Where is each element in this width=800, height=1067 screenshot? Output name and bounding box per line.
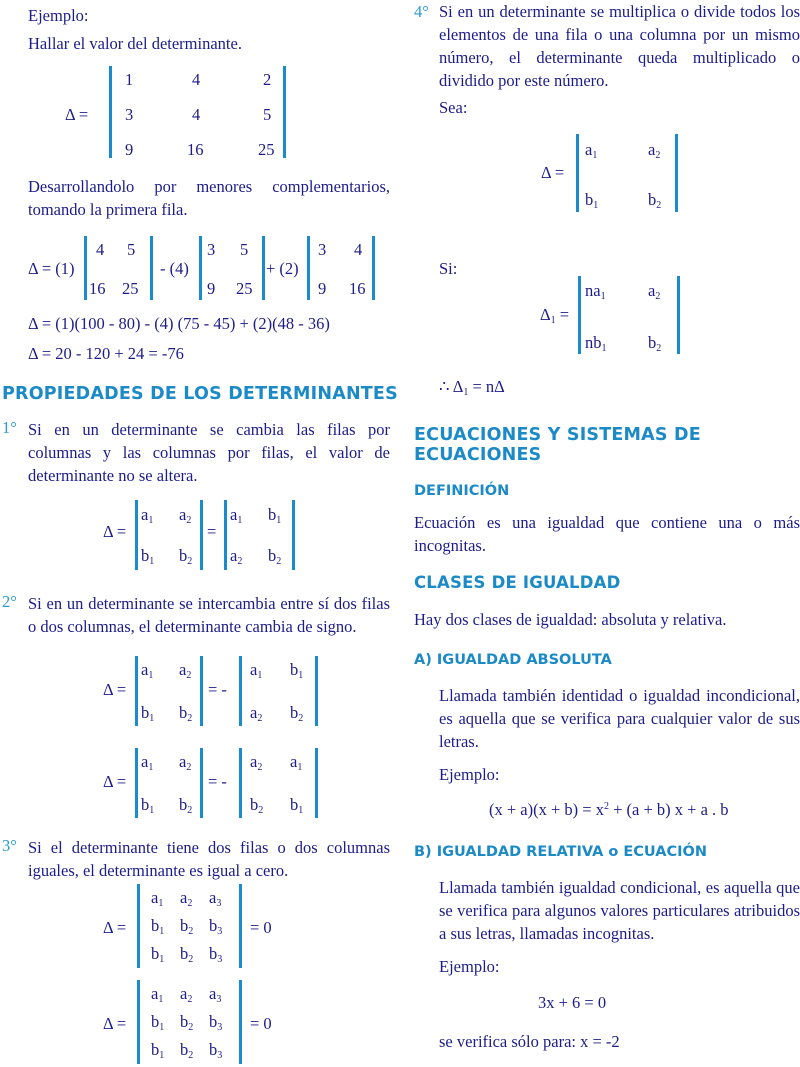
conclusion: ∴ $\Delta_1 = n\Delta$ bbox=[439, 377, 505, 398]
delta1-label: $\Delta_1$ = bbox=[540, 305, 570, 326]
cell: $b_3$ bbox=[209, 916, 223, 937]
cell: $b_3$ bbox=[209, 1012, 223, 1033]
heading-clases: CLASES DE IGUALDAD bbox=[414, 573, 621, 592]
equals: = bbox=[207, 522, 217, 541]
expansion-op2: - (4) bbox=[160, 259, 189, 278]
cell: $b_2$ bbox=[180, 944, 194, 965]
cell: 9 bbox=[207, 279, 216, 298]
cell: 16 bbox=[349, 279, 366, 298]
cell: 3 bbox=[207, 240, 216, 259]
cell: $a_2$ bbox=[250, 752, 263, 773]
cell: $a_2$ bbox=[179, 505, 192, 526]
cell: $b_1$ bbox=[151, 1040, 165, 1061]
identidad-formula: $(x + a)(x + b) = x^2 + (a + b) x + a$ . b bbox=[489, 800, 729, 819]
cell: 16 bbox=[187, 140, 204, 159]
delta-label: Δ = bbox=[103, 918, 127, 937]
cell: $b_3$ bbox=[209, 1040, 223, 1061]
ecuacion-formula: 3x + 6 = 0 bbox=[538, 993, 607, 1012]
ejemplo-relativa: Ejemplo: bbox=[439, 957, 500, 976]
equals-minus: = - bbox=[208, 680, 227, 699]
cell: $a_3$ bbox=[209, 984, 222, 1005]
heading-relativa: B) IGUALDAD RELATIVA o ECUACIÓN bbox=[414, 844, 707, 860]
cell: 3 bbox=[318, 240, 327, 259]
cell: 4 bbox=[354, 240, 363, 259]
clases-text: Hay dos clases de igualdad: absoluta y relativa. bbox=[414, 610, 727, 629]
cell: $b_1$ bbox=[141, 546, 155, 567]
cell: 4 bbox=[192, 70, 201, 89]
cell: 4 bbox=[192, 105, 201, 124]
cell: 4 bbox=[96, 240, 105, 259]
delta-label: Δ = bbox=[103, 522, 127, 541]
si-label: Si: bbox=[439, 259, 458, 278]
prop4-text: Si en un determinante se multiplica o divide todos los elementos de una fila o una columna por un mismo número, el determinante queda multiplicado o dividido por este número. bbox=[439, 2, 800, 90]
expansion-op3: + (2) bbox=[266, 259, 299, 278]
relativa-text: Llamada también igualdad condicional, es aquella que se verifica para algunos valores particulares atribuidos a sus letras, llamadas incognitas. bbox=[439, 878, 800, 943]
absoluta-text: Llamada también identidad o igualdad incondicional, es aquella que se verifica para cualquier valor de sus letras. bbox=[439, 686, 800, 751]
ejemplo-label: Ejemplo: bbox=[28, 6, 89, 25]
expansion-line2: Δ = (1)(100 - 80) - (4) (75 - 45) + (2)(48 - 36) bbox=[28, 314, 330, 333]
cell: $b_2$ bbox=[290, 703, 304, 724]
cell: $b_1$ bbox=[290, 660, 304, 681]
hallar-text: Hallar el valor del determinante. bbox=[28, 34, 242, 53]
cell: $a_1$ bbox=[250, 660, 263, 681]
sea-label: Sea: bbox=[439, 98, 468, 117]
desarrollo-text: Desarrollandolo por menores complementarios, tomando la primera fila. bbox=[28, 177, 390, 219]
cell: $b_2$ bbox=[250, 795, 264, 816]
definicion-text: Ecuación es una igualdad que contiene una o más incognitas. bbox=[414, 513, 800, 555]
delta-label: Δ = bbox=[541, 163, 565, 182]
prop1-text: Si en un determinante se cambia las filas por columnas y las columnas por filas, el valor de determinante no se altera. bbox=[28, 420, 390, 485]
cell: $b_2$ bbox=[648, 190, 662, 211]
cell: $b_2$ bbox=[179, 795, 193, 816]
cell: $a_1$ bbox=[151, 984, 164, 1005]
cell: $na_1$ bbox=[585, 281, 606, 302]
heading-ecuaciones: ECUACIONES Y SISTEMAS DE ECUACIONES bbox=[414, 425, 701, 465]
prop4-number: 4° bbox=[414, 2, 429, 21]
cell: $a_2$ bbox=[180, 984, 193, 1005]
cell: $b_1$ bbox=[585, 190, 599, 211]
cell: $a_1$ bbox=[141, 505, 154, 526]
cell: $b_3$ bbox=[209, 944, 223, 965]
cell: $a_1$ bbox=[290, 752, 303, 773]
cell: $b_1$ bbox=[151, 1012, 165, 1033]
cell: $nb_1$ bbox=[585, 333, 607, 354]
cell: 1 bbox=[125, 70, 134, 89]
cell: $b_2$ bbox=[179, 546, 193, 567]
cell: $a_3$ bbox=[209, 888, 222, 909]
delta-label: Δ = bbox=[103, 680, 127, 699]
cell: $b_2$ bbox=[180, 1012, 194, 1033]
cell: 9 bbox=[125, 140, 134, 159]
prop1-number: 1° bbox=[2, 418, 17, 437]
cell: $a_2$ bbox=[179, 752, 192, 773]
cell: 3 bbox=[125, 105, 134, 124]
cell: $a_1$ bbox=[141, 660, 154, 681]
cell: $a_1$ bbox=[151, 888, 164, 909]
cell: $a_2$ bbox=[230, 546, 243, 567]
cell: $b_2$ bbox=[268, 546, 282, 567]
verifica-text: se verifica sólo para: x = -2 bbox=[439, 1032, 620, 1051]
delta-label: Δ = bbox=[103, 772, 127, 791]
det-bar-right bbox=[283, 66, 286, 158]
equals-zero: = 0 bbox=[250, 1014, 272, 1033]
cell: $a_1$ bbox=[585, 140, 598, 161]
cell: $a_2$ bbox=[180, 888, 193, 909]
cell: $b_1$ bbox=[268, 505, 282, 526]
det-bar-left bbox=[109, 66, 112, 158]
cell: $b_2$ bbox=[180, 1040, 194, 1061]
prop3-number: 3° bbox=[2, 836, 17, 855]
cell: $a_2$ bbox=[648, 281, 661, 302]
prop2-text: Si en un determinante se intercambia entre sí dos filas o dos columnas, el determinante cambia de signo. bbox=[28, 594, 390, 636]
delta-label: Δ = bbox=[65, 105, 89, 124]
equals-minus: = - bbox=[208, 772, 227, 791]
cell: $b_1$ bbox=[151, 916, 165, 937]
cell: 9 bbox=[318, 279, 327, 298]
cell: 5 bbox=[127, 240, 136, 259]
cell: $b_2$ bbox=[179, 703, 193, 724]
cell: $b_2$ bbox=[180, 916, 194, 937]
cell: $b_1$ bbox=[141, 795, 155, 816]
cell: 16 bbox=[89, 279, 106, 298]
heading-definicion: DEFINICIÓN bbox=[414, 483, 510, 499]
cell: $b_1$ bbox=[290, 795, 304, 816]
cell: $b_1$ bbox=[151, 944, 165, 965]
ejemplo-absoluta: Ejemplo: bbox=[439, 765, 500, 784]
cell: $a_1$ bbox=[141, 752, 154, 773]
prop3-text: Si el determinante tiene dos filas o dos columnas iguales, el determinante es igual a cero. bbox=[28, 838, 390, 880]
expansion-lead: Δ = (1) bbox=[28, 259, 75, 278]
cell: 2 bbox=[263, 70, 272, 89]
heading-absoluta: A) IGUALDAD ABSOLUTA bbox=[414, 652, 612, 668]
cell: 25 bbox=[258, 140, 275, 159]
delta-label: Δ = bbox=[103, 1014, 127, 1033]
expansion-line3: Δ = 20 - 120 + 24 = -76 bbox=[28, 344, 184, 363]
cell: 5 bbox=[263, 105, 272, 124]
cell: 25 bbox=[122, 279, 139, 298]
heading-propiedades: PROPIEDADES DE LOS DETERMINANTES bbox=[2, 384, 398, 404]
cell: $a_1$ bbox=[230, 505, 243, 526]
cell: 5 bbox=[240, 240, 249, 259]
cell: $a_2$ bbox=[179, 660, 192, 681]
cell: $b_1$ bbox=[141, 703, 155, 724]
cell: 25 bbox=[236, 279, 253, 298]
cell: $a_2$ bbox=[648, 140, 661, 161]
prop2-number: 2° bbox=[2, 592, 17, 611]
equals-zero: = 0 bbox=[250, 918, 272, 937]
cell: $a_2$ bbox=[250, 703, 263, 724]
cell: $b_2$ bbox=[648, 333, 662, 354]
